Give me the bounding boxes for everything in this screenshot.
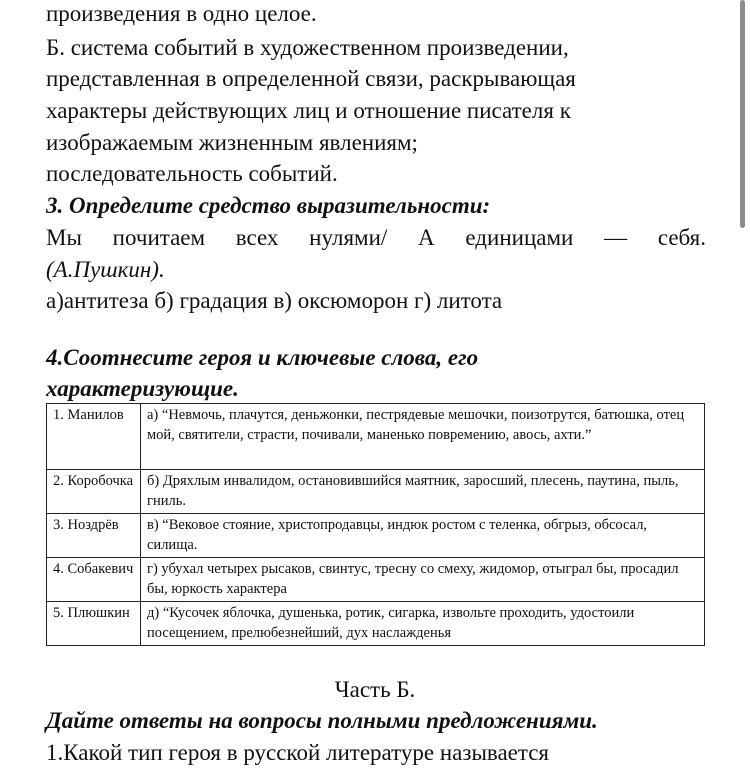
question-3-quote: Мы почитаем всех нулями/ А единицами — себя. (46, 225, 706, 250)
text-line: произведения в одно целое. (46, 1, 317, 26)
part-b-question-1: 1.Какой тип героя в русской литературе называется (46, 740, 550, 765)
text-line: последовательность событий. (46, 161, 338, 186)
part-b-instruction: Дайте ответы на вопросы полными предложениями. (46, 708, 598, 733)
question-4-heading-line-2: характеризующие. (46, 376, 239, 401)
text-line: представленная в определенной связи, раскрывающая (46, 66, 576, 91)
hero-cell: 1. Манилов (47, 404, 141, 470)
hero-cell: 5. Плюшкин (47, 602, 141, 646)
vertical-scrollbar[interactable] (740, 0, 745, 228)
hero-cell: 2. Коробочка (47, 470, 141, 514)
table-row (47, 404, 705, 470)
table-row (47, 558, 705, 602)
hero-cell: 3. Ноздрёв (47, 514, 141, 558)
keywords-cell: а) “Невмочь, плачутся, деньжонки, пестрядевые мешочки, поизотрутся, батюшка, отец мой, святители, страсти, почивали, маненько повремению, авось, ахти.” (141, 404, 705, 470)
keywords-cell: д) “Кусочек яблочка, душенька, ротик, сигарка, извольте проходить, удостоили посещением, прелюбезнейший, дух наслажденья (141, 602, 705, 646)
question-4-heading-line-1: 4.Соотнесите героя и ключевые слова, его (46, 345, 479, 370)
text-line: изображаемым жизненным явлениям; (46, 130, 418, 155)
keywords-cell: в) “Вековое стояние, христопродавцы, индюк ростом с теленка, обгрыз, обсосал, силища. (141, 514, 705, 558)
table-row (47, 514, 705, 558)
text-line: характеры действующих лиц и отношение писателя к (46, 98, 571, 123)
part-b-title: Часть Б. (334, 677, 416, 702)
question-3-heading: 3. Определите средство выразительности: (46, 193, 491, 218)
keywords-cell: г) убухал четырех рысаков, свинтус, тресну со смеху, жидомор, отыграл бы, просадил бы, юркость характера (141, 558, 705, 602)
hero-cell: 4. Собакевич (47, 558, 141, 602)
question-3-author: (А.Пушкин). (46, 257, 165, 282)
question-3-options: а)антитеза б) градация в) оксюморон г) литота (46, 288, 503, 313)
text-line: Б. система событий в художественном произведении, (46, 35, 569, 60)
table-row (47, 470, 705, 514)
matching-table (46, 403, 705, 646)
keywords-cell: б) Дряхлым инвалидом, остановившийся маятник, заросший, плесень, паутина, пыль, гниль. (141, 470, 705, 514)
table-row (47, 602, 705, 646)
